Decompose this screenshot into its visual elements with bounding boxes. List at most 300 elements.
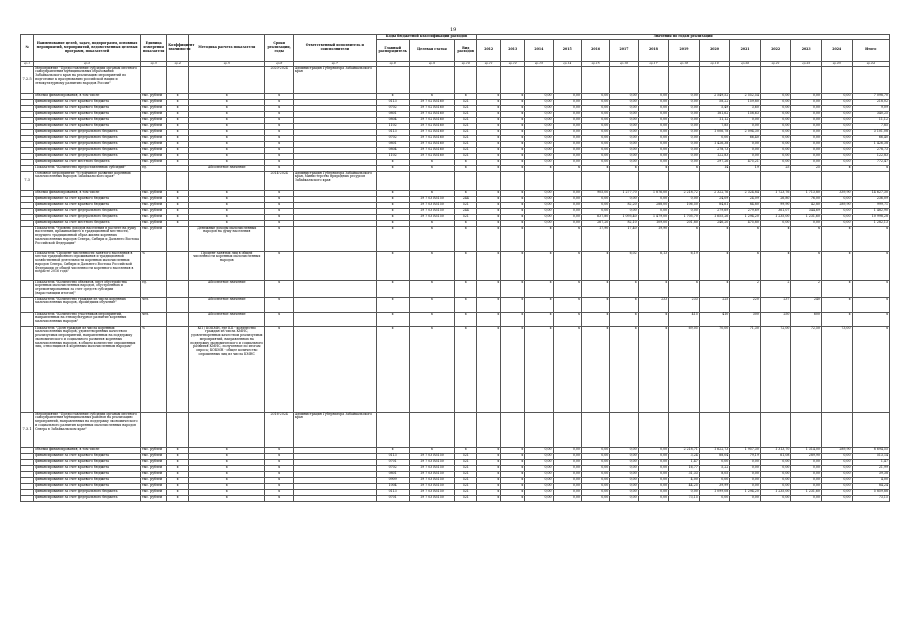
row-year-value xyxy=(638,66,669,93)
row-year-value: 0,00 xyxy=(638,141,669,147)
row-year-value: 0,00 xyxy=(610,453,638,459)
row-year-value: 0,00 xyxy=(553,159,581,165)
row-year-value xyxy=(610,412,638,447)
row-year-value: 0,00 xyxy=(553,117,581,123)
row-budget-manager: 0702 xyxy=(376,465,409,471)
row-year-value: 25 xyxy=(791,165,822,171)
row-budget-manager: x xyxy=(376,226,409,251)
row-term: x xyxy=(265,251,293,280)
row-total: 7,85 xyxy=(852,123,890,129)
column-number: гр.21 xyxy=(760,61,791,66)
row-year-value: 0,00 xyxy=(553,483,581,489)
row-target-article: 19 7 02 R5160 xyxy=(409,117,455,123)
row-term: x xyxy=(265,93,293,99)
row-total: x xyxy=(852,280,890,297)
row-method: Абсолютное значение xyxy=(189,165,265,171)
row-year-value: 159,80 xyxy=(730,99,761,105)
row-year-value: x xyxy=(821,251,852,280)
row-name: Мероприятие "Предоставление субсидии органам местного самоуправления муниципальных образований Забайкальского края на реализацию мероприятий по подготовке к празднованию российской нации и этнокультурному развитию народов России" xyxy=(34,66,141,93)
row-year-value: 279,69 xyxy=(730,208,761,214)
row-year-value: 1 713,80 xyxy=(791,190,822,196)
row-year-value: x xyxy=(501,280,525,297)
row-year-value: x xyxy=(821,165,852,171)
row-budget-manager: x xyxy=(376,165,409,171)
row-method: x xyxy=(189,159,265,165)
row-budget-manager: 0113 xyxy=(376,129,409,135)
row-year-value: x xyxy=(501,117,525,123)
row-total: 278,73 xyxy=(852,147,890,153)
row-year-value: 0,00 xyxy=(638,123,669,129)
row-term: x xyxy=(265,190,293,196)
column-number: гр.17 xyxy=(638,61,669,66)
row-year-value: x xyxy=(553,165,581,171)
row-year-value: x xyxy=(760,251,791,280)
row-year-value: 0,00 xyxy=(669,489,700,495)
row-expense-type: 521 xyxy=(455,123,477,129)
row-responsible: Администрация Губернатора Забайкальского края xyxy=(293,412,376,447)
row-year-value: 0,00 xyxy=(553,99,581,105)
row-year-value: 0,00 xyxy=(553,220,581,226)
row-year-value: 0,00 xyxy=(610,196,638,202)
row-year-value: x xyxy=(610,165,638,171)
row-target-article: x xyxy=(409,159,455,165)
row-unit: тыс. рублей xyxy=(141,141,167,147)
row-year-value: 0,00 xyxy=(581,141,609,147)
row-year-value: 0,00 xyxy=(610,141,638,147)
row-expense-type: 521 xyxy=(455,483,477,489)
row-term: x xyxy=(265,202,293,208)
row-target-article: 19 7 03 R5150 xyxy=(409,214,455,220)
row-expense-type: x xyxy=(455,220,477,226)
row-year-value: x xyxy=(501,312,525,326)
row-coef xyxy=(167,280,189,297)
row-year-value: x xyxy=(501,214,525,220)
row-method: Абсолютное значение xyxy=(189,312,265,326)
row-method: x xyxy=(189,153,265,159)
row-year-value: 0,00 xyxy=(553,123,581,129)
row-method xyxy=(189,171,265,190)
row-method xyxy=(189,66,265,93)
row-year-value: x xyxy=(525,251,553,280)
row-year-value: 17,40 xyxy=(610,226,638,251)
row-year-value: 0,00 xyxy=(525,129,553,135)
column-number: гр.3 xyxy=(141,61,167,66)
row-year-value: 0,00 xyxy=(699,459,730,465)
row-term: x xyxy=(265,483,293,489)
row-year-value: 0,00 xyxy=(669,196,700,202)
row-method: x xyxy=(189,93,265,99)
row-unit: тыс. рублей xyxy=(141,99,167,105)
row-year-value: 0,00 xyxy=(821,93,852,99)
row-year-value: 0,00 xyxy=(760,99,791,105)
row-code xyxy=(21,495,34,501)
row-method: x xyxy=(189,123,265,129)
row-year-value xyxy=(581,171,609,190)
row-year-value xyxy=(821,66,852,93)
row-total: 4,00 xyxy=(852,477,890,483)
row-coef: x xyxy=(167,477,189,483)
row-year-value: x xyxy=(477,214,501,220)
row-method: x xyxy=(189,99,265,105)
row-year-value: 2 324,84 xyxy=(730,190,761,196)
row-year-value: x xyxy=(501,226,525,251)
row-unit xyxy=(141,66,167,93)
header-year: 2021 xyxy=(730,39,761,61)
row-year-value: 0,00 xyxy=(581,111,609,117)
row-year-value: 61,08 xyxy=(760,453,791,459)
row-year-value: 0,00 xyxy=(525,202,553,208)
row-expense-type: x xyxy=(455,280,477,297)
column-number: гр.24 xyxy=(852,61,890,66)
row-budget-manager: x xyxy=(376,280,409,297)
row-total: 218,02 xyxy=(852,99,890,105)
row-expense-type: 521 xyxy=(455,471,477,477)
row-year-value: 0,00 xyxy=(730,117,761,123)
row-unit: тыс. рублей xyxy=(141,111,167,117)
row-year-value: 0,00 xyxy=(760,117,791,123)
row-coef: x xyxy=(167,483,189,489)
row-name: объемы финансирования, в том числе xyxy=(34,93,141,99)
row-expense-type: 521 xyxy=(455,153,477,159)
row-code: 7.3.1 xyxy=(21,412,34,447)
row-total: 772,47 xyxy=(852,159,890,165)
row-year-value: 14 xyxy=(699,165,730,171)
row-year-value: 0,00 xyxy=(730,123,761,129)
row-name: финансирование за счет федерального бюджета xyxy=(34,153,141,159)
row-year-value: 0,00 xyxy=(581,93,609,99)
row-method: x xyxy=(189,465,265,471)
page-number: 19 xyxy=(450,27,457,33)
table-row xyxy=(21,171,890,190)
row-year-value xyxy=(525,171,553,190)
row-year-value: x xyxy=(477,447,501,453)
row-target-article: 19 7 03 R5150 xyxy=(409,196,455,202)
row-expense-type: x xyxy=(455,297,477,312)
row-year-value: x xyxy=(610,280,638,297)
row-target-article xyxy=(409,412,455,447)
row-year-value: 0,00 xyxy=(699,495,730,501)
row-year-value: 99,90 xyxy=(760,202,791,208)
row-term: x xyxy=(265,447,293,453)
row-coef xyxy=(167,412,189,447)
row-responsible xyxy=(293,226,376,251)
row-total: 236,09 xyxy=(852,196,890,202)
row-year-value: 0,00 xyxy=(669,99,700,105)
row-name: финансирование за счет краевого бюджета xyxy=(34,196,141,202)
row-year-value: 0,00 xyxy=(581,105,609,111)
row-year-value: x xyxy=(501,208,525,214)
row-year-value: 1 235,00 xyxy=(760,489,791,495)
row-year-value: 0,00 xyxy=(760,135,791,141)
row-unit: тыс. рублей xyxy=(141,483,167,489)
row-expense-type: 521 xyxy=(455,477,477,483)
row-term: x xyxy=(265,459,293,465)
row-year-value: 2 549,52 xyxy=(699,93,730,99)
row-target-article: 19 7 03 R5150 xyxy=(409,471,455,477)
row-year-value: x xyxy=(477,220,501,226)
row-unit: тыс. рублей xyxy=(141,93,167,99)
row-responsible xyxy=(293,326,376,412)
row-year-value: 0,00 xyxy=(821,477,852,483)
row-year-value: 66,40 xyxy=(730,135,761,141)
row-year-value: 0,00 xyxy=(610,147,638,153)
row-year-value: x xyxy=(501,129,525,135)
row-year-value: 0,00 xyxy=(581,465,609,471)
row-year-value: 0,00 xyxy=(791,99,822,105)
row-year-value: 0,00 xyxy=(610,159,638,165)
row-year-value: x xyxy=(477,326,501,412)
row-year-value: 0,00 xyxy=(730,495,761,501)
row-year-value: 26,80 xyxy=(760,196,791,202)
row-year-value: 279,69 xyxy=(699,208,730,214)
row-year-value: 0,00 xyxy=(669,117,700,123)
row-year-value: 24,09 xyxy=(730,196,761,202)
row-year-value: 0,00 xyxy=(525,159,553,165)
row-year-value xyxy=(477,412,501,447)
row-year-value: 0,00 xyxy=(821,208,852,214)
row-year-value: 0,00 xyxy=(791,105,822,111)
row-budget-manager: x xyxy=(376,202,409,208)
row-year-value: 0,00 xyxy=(669,135,700,141)
row-coef xyxy=(167,66,189,93)
row-year-value: 0,00 xyxy=(760,153,791,159)
row-unit: тыс. рублей xyxy=(141,459,167,465)
row-year-value: 0,00 xyxy=(821,135,852,141)
row-unit: тыс. рублей xyxy=(141,147,167,153)
row-year-value: 73,00 xyxy=(821,326,852,412)
row-year-value: 1 876,00 xyxy=(638,190,669,196)
row-year-value: x xyxy=(730,226,761,251)
row-method: Абсолютное значение xyxy=(189,280,265,297)
row-year-value: 0,00 xyxy=(553,147,581,153)
header-bcode: Коды бюджетной классификации расходов xyxy=(376,35,476,40)
row-year-value: 0,00 xyxy=(730,465,761,471)
row-year-value: 0,00 xyxy=(610,111,638,117)
row-target-article: x xyxy=(409,93,455,99)
row-year-value: 0,00 xyxy=(638,99,669,105)
row-method: x xyxy=(189,447,265,453)
row-year-value: 600 xyxy=(791,312,822,326)
row-term: x xyxy=(265,153,293,159)
row-year-value: x xyxy=(669,280,700,297)
row-total: 1 482,90 xyxy=(852,208,890,214)
row-year-value: 0,00 xyxy=(553,489,581,495)
row-name: объемы финансирования, в том числе xyxy=(34,447,141,453)
row-name: объемы финансирования, в том числе xyxy=(34,190,141,196)
row-year-value: 0,00 xyxy=(581,477,609,483)
row-year-value: x xyxy=(477,471,501,477)
row-year-value: 905,00 xyxy=(581,190,609,196)
row-expense-type: x xyxy=(455,326,477,412)
row-total: 66,40 xyxy=(852,135,890,141)
row-name: финансирование за счет краевого бюджета xyxy=(34,483,141,489)
row-year-value: 19,90 xyxy=(638,226,669,251)
row-name: финансирование за счет краевого бюджета xyxy=(34,105,141,111)
row-year-value: 0,00 xyxy=(610,459,638,465)
row-year-value: x xyxy=(477,93,501,99)
row-expense-type: x xyxy=(455,312,477,326)
row-year-value xyxy=(553,66,581,93)
header-year: 2012 xyxy=(477,39,501,61)
column-number: гр.20 xyxy=(730,61,761,66)
row-coef: x xyxy=(167,208,189,214)
row-year-value: 0,00 xyxy=(581,208,609,214)
row-total: 21,99 xyxy=(852,465,890,471)
row-name: финансирование за счет краевого бюджета xyxy=(34,477,141,483)
row-year-value: x xyxy=(477,465,501,471)
row-year-value: 0,00 xyxy=(821,153,852,159)
header-year: 2015 xyxy=(553,39,581,61)
row-year-value: 1 277,70 xyxy=(610,190,638,196)
row-budget-manager: x xyxy=(376,312,409,326)
row-year-value: 361,07 xyxy=(760,208,791,214)
row-method: x xyxy=(189,129,265,135)
row-method: x xyxy=(189,196,265,202)
row-expense-type: 521 xyxy=(455,129,477,135)
row-year-value: 2 218,72 xyxy=(669,190,700,196)
row-year-value: 0,00 xyxy=(525,105,553,111)
row-year-value xyxy=(821,171,852,190)
row-year-value: 0,00 xyxy=(791,93,822,99)
row-year-value: 1 313,70 xyxy=(760,447,791,453)
row-year-value: x xyxy=(501,220,525,226)
row-total: 5 859,88 xyxy=(852,489,890,495)
row-year-value: x xyxy=(501,447,525,453)
row-term: x xyxy=(265,165,293,171)
row-year-value xyxy=(477,171,501,190)
row-code xyxy=(21,280,34,297)
row-unit: тыс. рублей xyxy=(141,129,167,135)
row-year-value: 70,00 xyxy=(699,326,730,412)
table-row xyxy=(21,412,890,447)
row-year-value xyxy=(581,412,609,447)
row-year-value: 0,00 xyxy=(821,123,852,129)
row-year-value xyxy=(791,412,822,447)
row-expense-type: x xyxy=(455,190,477,196)
row-total: 39,38 xyxy=(852,471,890,477)
row-year-value: x xyxy=(501,465,525,471)
row-year-value: 0,00 xyxy=(669,129,700,135)
row-target-article: 19 7 02 R5160 xyxy=(409,129,455,135)
row-target-article: 19 7 03 R5150 xyxy=(409,465,455,471)
row-method: x xyxy=(189,141,265,147)
row-year-value: 0,00 xyxy=(638,489,669,495)
row-year-value: 0,00 xyxy=(553,477,581,483)
row-target-article xyxy=(409,66,455,93)
row-total: 999,71 xyxy=(852,202,890,208)
row-year-value: 0,00 xyxy=(553,447,581,453)
row-target-article: x xyxy=(409,190,455,196)
row-year-value: 0,00 xyxy=(638,477,669,483)
row-year-value: 0,00 xyxy=(821,141,852,147)
row-year-value xyxy=(699,412,730,447)
row-year-value: x xyxy=(501,459,525,465)
row-year-value: 0,00 xyxy=(610,93,638,99)
row-year-value: x xyxy=(477,123,501,129)
row-term: x xyxy=(265,135,293,141)
header-cs: Целевая статья xyxy=(409,39,455,61)
row-year-value: 0,00 xyxy=(791,153,822,159)
row-year-value: 0,00 xyxy=(760,147,791,153)
table-row xyxy=(21,326,890,412)
row-year-value: 0,00 xyxy=(553,495,581,501)
row-year-value: 0,00 xyxy=(730,471,761,477)
row-term: x xyxy=(265,495,293,501)
row-year-value: 25 xyxy=(760,165,791,171)
row-year-value: 0,00 xyxy=(699,135,730,141)
row-unit xyxy=(141,412,167,447)
row-term: x xyxy=(265,326,293,412)
row-expense-type: x xyxy=(455,159,477,165)
row-year-value: 11,12 xyxy=(699,117,730,123)
row-year-value: 0,00 xyxy=(638,153,669,159)
row-term: x xyxy=(265,129,293,135)
row-year-value: 475,80 xyxy=(730,220,761,226)
row-target-article: x xyxy=(409,220,455,226)
row-year-value: 1 294,20 xyxy=(730,214,761,220)
row-target-article: x xyxy=(409,326,455,412)
column-number: гр.16 xyxy=(610,61,638,66)
row-year-value: 0,00 xyxy=(821,105,852,111)
row-year-value: 0,00 xyxy=(581,123,609,129)
row-target-article: x xyxy=(409,312,455,326)
row-name: финансирование за счет краевого бюджета xyxy=(34,453,141,459)
row-coef xyxy=(167,226,189,251)
row-target-article: 19 7 03 R5150 xyxy=(409,202,455,208)
row-year-value: 2 xyxy=(760,280,791,297)
row-expense-type: 521 xyxy=(455,214,477,220)
row-year-value: x xyxy=(477,129,501,135)
row-year-value: 0,00 xyxy=(638,159,669,165)
row-year-value: 0,00 xyxy=(669,147,700,153)
row-year-value: 0,00 xyxy=(791,459,822,465)
row-year-value: 0,00 xyxy=(553,465,581,471)
row-coef: x xyxy=(167,459,189,465)
row-year-value: x xyxy=(525,326,553,412)
row-year-value: 410 xyxy=(699,312,730,326)
row-year-value: 0,00 xyxy=(638,196,669,202)
column-number: гр.22 xyxy=(791,61,822,66)
row-year-value: x xyxy=(501,123,525,129)
row-budget-manager: 1004 xyxy=(376,483,409,489)
row-year-value: x xyxy=(638,280,669,297)
row-target-article: x xyxy=(409,251,455,280)
row-year-value xyxy=(525,66,553,93)
row-year-value: 84,80 xyxy=(730,202,761,208)
row-total: 11,12 xyxy=(852,117,890,123)
header-year: 2022 xyxy=(760,39,791,61)
row-year-value xyxy=(760,412,791,447)
row-year-value: x xyxy=(821,312,852,326)
row-name: финансирование за счет краевого бюджета xyxy=(34,459,141,465)
program-table-sheet xyxy=(20,34,890,502)
row-year-value xyxy=(477,66,501,93)
row-term: x xyxy=(265,99,293,105)
row-target-article: 19 7 03 R5150 xyxy=(409,495,455,501)
row-method: x xyxy=(189,208,265,214)
row-year-value: 0,00 xyxy=(760,141,791,147)
row-year-value: 0,00 xyxy=(553,105,581,111)
row-year-value: 1 231,60 xyxy=(791,214,822,220)
row-unit: тыс. рублей xyxy=(141,196,167,202)
row-year-value: 0,00 xyxy=(760,477,791,483)
row-year-value: 0,00 xyxy=(821,459,852,465)
row-coef: x xyxy=(167,129,189,135)
row-year-value: x xyxy=(610,326,638,412)
row-year-value: 0,00 xyxy=(581,135,609,141)
row-expense-type: x xyxy=(455,226,477,251)
row-year-value: 0,00 xyxy=(525,489,553,495)
